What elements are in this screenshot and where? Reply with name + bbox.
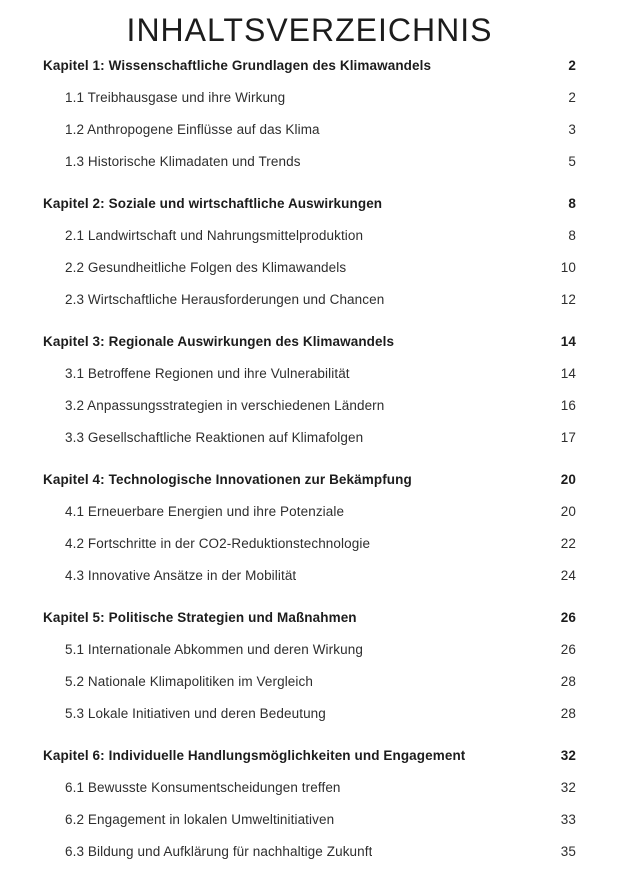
entry-page-number: 17 <box>560 430 576 445</box>
entry-page-number: 10 <box>560 260 576 275</box>
entry-page-number: 24 <box>560 568 576 583</box>
toc-entry-row[interactable] <box>43 390 576 422</box>
entry-page-number: 26 <box>560 642 576 657</box>
entry-title: 3.1 Betroffene Regionen und ihre Vulnerabilität <box>65 366 350 381</box>
entry-title: 1.3 Historische Klimadaten und Trends <box>65 154 301 169</box>
toc-section-1 <box>43 50 576 178</box>
toc-entry-row[interactable] <box>43 422 576 454</box>
chapter-page-number: 8 <box>568 196 576 211</box>
chapter-page-number: 14 <box>560 334 576 349</box>
chapter-page-number: 26 <box>560 610 576 625</box>
entry-title: 3.3 Gesellschaftliche Reaktionen auf Klimafolgen <box>65 430 364 445</box>
toc-entry-row[interactable] <box>43 698 576 730</box>
toc-entry-row[interactable] <box>43 146 576 178</box>
toc-section-6 <box>43 740 576 868</box>
entry-title: 5.1 Internationale Abkommen und deren Wirkung <box>65 642 363 657</box>
chapter-page-number: 20 <box>560 472 576 487</box>
entry-page-number: 28 <box>560 674 576 689</box>
toc-section-5 <box>43 602 576 730</box>
toc-section-3 <box>43 326 576 454</box>
entry-page-number: 20 <box>560 504 576 519</box>
toc-chapter-row[interactable] <box>43 740 576 772</box>
entry-title: 4.1 Erneuerbare Energien und ihre Potenziale <box>65 504 345 519</box>
entry-page-number: 2 <box>568 90 576 105</box>
toc-chapter-row[interactable] <box>43 464 576 496</box>
toc-entry-row[interactable] <box>43 496 576 528</box>
toc-entry-row[interactable] <box>43 772 576 804</box>
toc-entry-row[interactable] <box>43 560 576 592</box>
entry-page-number: 33 <box>560 812 576 827</box>
entry-title: 2.1 Landwirtschaft und Nahrungsmittelproduktion <box>65 228 364 243</box>
toc-entry-row[interactable] <box>43 666 576 698</box>
toc-entry-row[interactable] <box>43 220 576 252</box>
entry-title: 5.3 Lokale Initiativen und deren Bedeutung <box>65 706 326 721</box>
toc-section-4 <box>43 464 576 592</box>
entry-title: 2.3 Wirtschaftliche Herausforderungen und Chancen <box>65 292 385 307</box>
toc-entry-row[interactable] <box>43 634 576 666</box>
toc-chapter-row[interactable] <box>43 50 576 82</box>
entry-title: 6.3 Bildung und Aufklärung für nachhaltige Zukunft <box>65 844 373 859</box>
entry-title: 1.2 Anthropogene Einflüsse auf das Klima <box>65 122 320 137</box>
toc-entry-row[interactable] <box>43 82 576 114</box>
chapter-title: Kapitel 2: Soziale und wirtschaftliche Auswirkungen <box>43 196 383 211</box>
toc-chapter-row[interactable] <box>43 602 576 634</box>
entry-page-number: 28 <box>560 706 576 721</box>
chapter-page-number: 32 <box>560 748 576 763</box>
toc-entry-row[interactable] <box>43 252 576 284</box>
toc-entry-row[interactable] <box>43 836 576 868</box>
entry-page-number: 14 <box>560 366 576 381</box>
chapter-title: Kapitel 5: Politische Strategien und Maßnahmen <box>43 610 357 625</box>
entry-page-number: 16 <box>560 398 576 413</box>
toc-chapter-row[interactable] <box>43 326 576 358</box>
toc-entry-row[interactable] <box>43 284 576 316</box>
entry-title: 5.2 Nationale Klimapolitiken im Vergleich <box>65 674 313 689</box>
entry-page-number: 8 <box>568 228 576 243</box>
chapter-title: Kapitel 3: Regionale Auswirkungen des Klimawandels <box>43 334 395 349</box>
entry-page-number: 22 <box>560 536 576 551</box>
entry-title: 3.2 Anpassungsstrategien in verschiedenen Ländern <box>65 398 385 413</box>
toc-entry-row[interactable] <box>43 528 576 560</box>
chapter-title: Kapitel 4: Technologische Innovationen zur Bekämpfung <box>43 472 412 487</box>
chapter-page-number: 2 <box>568 58 576 73</box>
toc-entry-row[interactable] <box>43 114 576 146</box>
entry-page-number: 3 <box>568 122 576 137</box>
entry-title: 4.3 Innovative Ansätze in der Mobilität <box>65 568 297 583</box>
entry-title: 6.1 Bewusste Konsumentscheidungen treffen <box>65 780 341 795</box>
entry-page-number: 5 <box>568 154 576 169</box>
toc-entry-row[interactable] <box>43 804 576 836</box>
entry-page-number: 35 <box>560 844 576 859</box>
entry-page-number: 32 <box>560 780 576 795</box>
entry-title: 6.2 Engagement in lokalen Umweltinitiativen <box>65 812 335 827</box>
entry-title: 4.2 Fortschritte in der CO2-Reduktionstechnologie <box>65 536 371 551</box>
chapter-title: Kapitel 1: Wissenschaftliche Grundlagen des Klimawandels <box>43 58 432 73</box>
toc-section-2 <box>43 188 576 316</box>
toc-entry-row[interactable] <box>43 358 576 390</box>
entry-title: 1.1 Treibhausgase und ihre Wirkung <box>65 90 286 105</box>
page-title: INHALTSVERZEICHNIS <box>126 12 493 48</box>
chapter-title: Kapitel 6: Individuelle Handlungsmöglichkeiten und Engagement <box>43 748 466 763</box>
entry-title: 2.2 Gesundheitliche Folgen des Klimawandels <box>65 260 347 275</box>
toc-chapter-row[interactable] <box>43 188 576 220</box>
entry-page-number: 12 <box>560 292 576 307</box>
